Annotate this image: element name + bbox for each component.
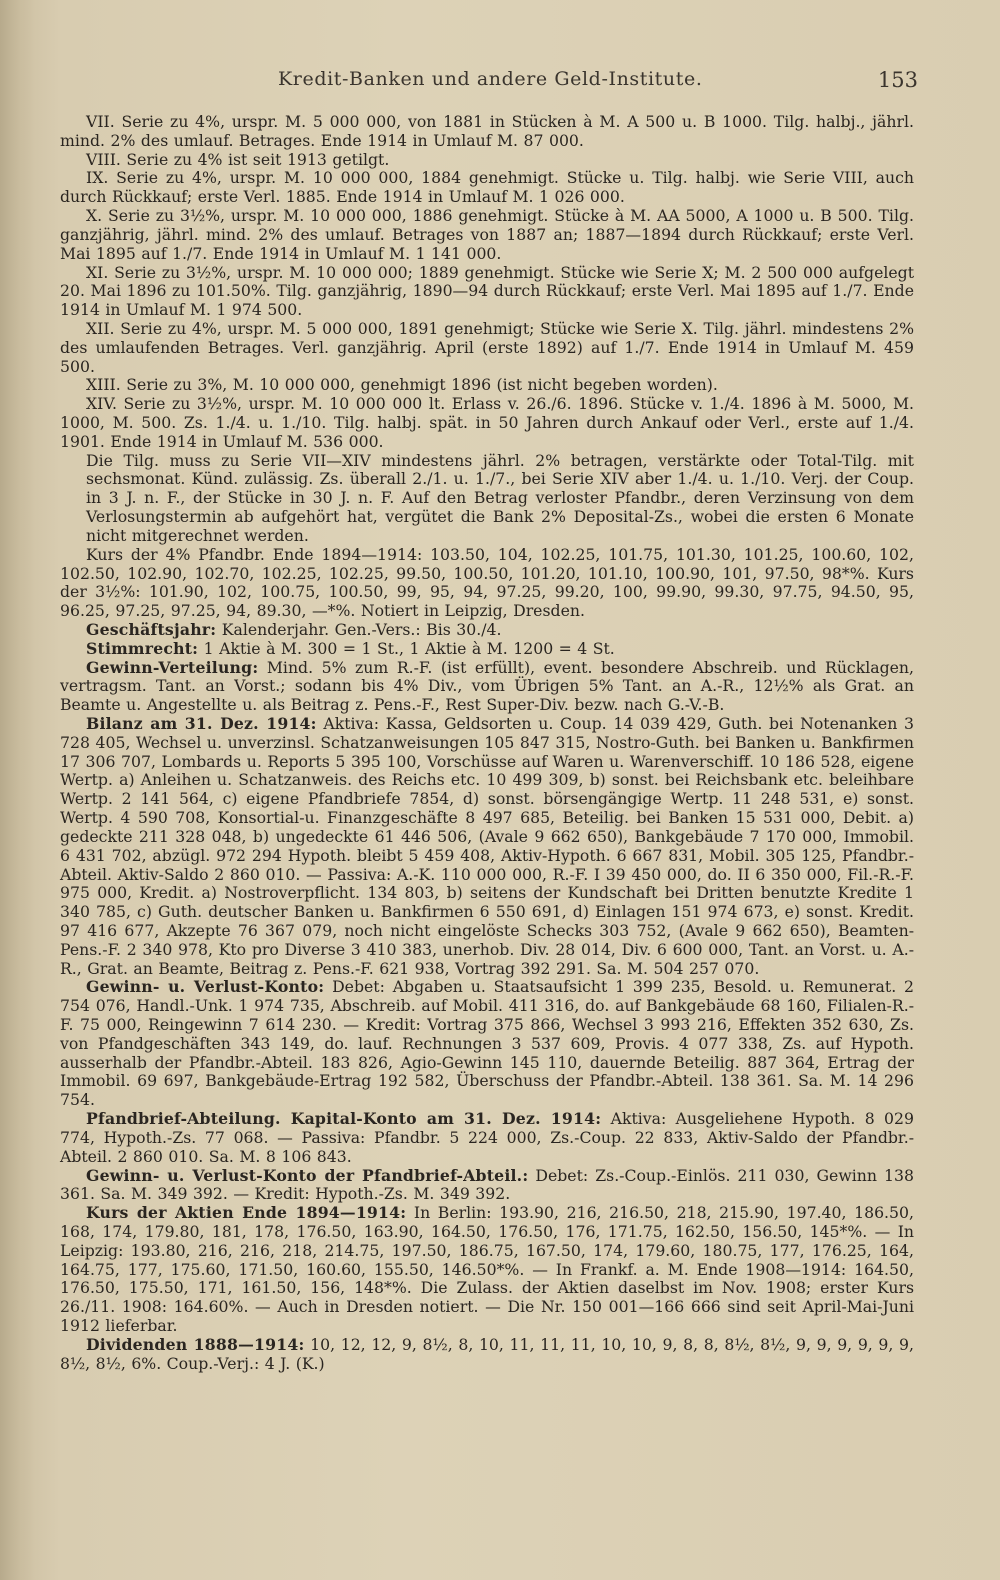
body-text <box>60 113 914 1373</box>
paragraph <box>60 1204 914 1336</box>
section-heading: Gewinn- u. Verlust-Konto der Pfandbrief-Abteil.: <box>86 1165 529 1185</box>
paragraph-text: IX. Serie zu 4%, urspr. M. 10 000 000, 1884 genehmigt. Stücke u. Tilg. halbj. wie Serie VIII, auch durch Rückkauf; erste Verl. 1885. Ende 1914 in Umlauf M. 1 026 000. <box>60 168 914 207</box>
paragraph-text: Aktiva: Ausgeliehene Hypoth. 8 029 774, Hypoth.-Zs. 77 068. — Passiva: Pfandbr. 5 224 000, Zs.-Coup. 22 833, Aktiv-Saldo der Pfandbr.-Abteil. 2 860 010. Sa. M. 8 106 843. <box>60 1109 914 1166</box>
page-header <box>0 68 1000 102</box>
section-heading: Stimmrecht: <box>86 638 199 658</box>
paragraph <box>60 640 914 659</box>
section-heading: Pfandbrief-Abteilung. Kapital-Konto am 31. Dez. 1914: <box>86 1109 602 1129</box>
paragraph <box>60 1336 914 1374</box>
paragraph-text: In Berlin: 193.90, 216, 216.50, 218, 215.90, 197.40, 186.50, 168, 174, 179.80, 181, 178, 176.50, 163.90, 164.50, 176.50, 176, 171.75, 162.50, 156.50, 145*%. — In Leipzig: 193.80, 216, 216, 218, 214.75, 197.50, 186.75, 167.50, 174, 179.60, 180.75, 177, 176.25, 164, 164.75, 177, 175.60, 171.50, 160.60, 155.50, 146.50*%. — In Frankf. a. M. Ende 1908—1914: 164.50, 176.50, 175.50, 171, 161.50, 156, 148*%. Die Zulass. der Aktien daselbst im Nov. 1908; erster Kurs 26./11. 1908: 164.60%. — Auch in Dresden notiert. — Die Nr. 150 001—166 666 sind seit April-Mai-Juni 1912 lieferbar. <box>60 1203 914 1335</box>
paragraph <box>60 1167 914 1205</box>
paragraph <box>60 151 914 170</box>
section-heading: Kurs der Aktien Ende 1894—1914: <box>86 1203 407 1223</box>
paragraph <box>60 169 914 207</box>
section-heading: Gewinn- u. Verlust-Konto: <box>86 977 325 997</box>
paragraph-text: XII. Serie zu 4%, urspr. M. 5 000 000, 1891 genehmigt; Stücke wie Serie X. Tilg. jährl. mindestens 2% des umlaufenden Betrages. Verl. ganzjährig. April (erste 1892) auf 1./7. Ende 1914 in Umlauf M. 459 500. <box>60 318 914 376</box>
paragraph-text: 1 Aktie à M. 300 = 1 St., 1 Aktie à M. 1200 = 4 St. <box>198 638 615 658</box>
paragraph-text: XIV. Serie zu 3½%, urspr. M. 10 000 000 lt. Erlass v. 26./6. 1896. Stücke v. 1./4. 1896 à M. 5000, M. 1000, M. 500. Zs. 1./4. u. 1./10. Tilg. halbj. spät. in 50 Jahren durch Ankauf oder Verl., erste auf 1./4. 1901. Ende 1914 in Umlauf M. 536 000. <box>60 394 914 451</box>
paragraph <box>60 1110 914 1166</box>
section-heading: Dividenden 1888—1914: <box>86 1334 305 1354</box>
paragraph <box>60 395 914 451</box>
paragraph <box>60 452 914 546</box>
paragraph-text: Debet: Zs.-Coup.-Einlös. 211 030, Gewinn 138 361. Sa. M. 349 392. — Kredit: Hypoth.-Zs. M. 349 392. <box>60 1165 914 1204</box>
paragraph-text: X. Serie zu 3½%, urspr. M. 10 000 000, 1886 genehmigt. Stücke à M. AA 5000, A 1000 u. B 500. Tilg. ganzjährig, jährl. mind. 2% des umlauf. Betrages von 1887 an; 1887—1894 durch Rückkauf; erste Verl. Mai 1895 auf 1./7. Ende 1914 in Umlauf M. 1 141 000. <box>60 206 914 263</box>
paragraph-text: Mind. 5% zum R.-F. (ist erfüllt), event. besondere Abschreib. und Rücklagen, vertragsm. Tant. an Vorst.; sodann bis 4% Div., vom Übrigen 5% Tant. an A.-R., 12½% als Grat. an Beamte u. Angestellte u. als Beitrag z. Pens.-F., Rest Super-Div. bezw. nach G.-V.-B. <box>60 657 914 715</box>
paragraph <box>60 320 914 376</box>
paragraph-text: Kalenderjahr. Gen.-Vers.: Bis 30./4. <box>216 619 502 639</box>
paragraph-text: Kurs der 4% Pfandbr. Ende 1894—1914: 103.50, 104, 102.25, 101.75, 101.30, 101.25, 100.60, 102, 102.50, 102.90, 102.70, 102.25, 102.25, 99.50, 100.50, 101.20, 101.10, 100.90, 101, 97.50, 98*%. Kurs der 3½%: 101.90, 102, 100.75, 100.50, 99, 95, 94, 97.25, 99.20, 100, 99.90, 99.30, 97.75, 94.50, 95, 96.25, 97.25, 97.25, 94, 89.30, —*%. Notiert in Leipzig, Dresden. <box>60 544 914 621</box>
paragraph <box>60 264 914 320</box>
paragraph-text: VII. Serie zu 4%, urspr. M. 5 000 000, von 1881 in Stücken à M. A 500 u. B 1000. Tilg. halbj., jährl. mind. 2% des umlauf. Betrages. Ende 1914 in Umlauf M. 87 000. <box>60 112 914 150</box>
paragraph <box>60 715 914 978</box>
paragraph <box>60 207 914 263</box>
section-heading: Gewinn-Verteilung: <box>86 657 259 677</box>
paragraph-text: Die Tilg. muss zu Serie VII—XIV mindestens jährl. 2% betragen, verstärkte oder Total-Tilg. mit sechsmonat. Künd. zulässig. Zs. überall 2./1. u. 1./7., bei Serie XIV aber 1./4. u. 1./10. Verj. der Coup. in 3 J. n. F., der Stücke in 30 J. n. F. Auf den Betrag verloster Pfandbr., deren Verzinsung von dem Verlosungstermin ab aufgehört hat, vergütet die Bank 2% Deposital-Zs., wobei die ersten 6 Monate nicht mitgerechnet werden. <box>86 450 914 545</box>
running-head: Kredit-Banken und andere Geld-Institute. <box>278 68 703 90</box>
paragraph <box>60 659 914 715</box>
paragraph <box>60 621 914 640</box>
paragraph-text: XIII. Serie zu 3%, M. 10 000 000, genehmigt 1896 (ist nicht begeben worden). <box>86 375 718 395</box>
paragraph-text: VIII. Serie zu 4% ist seit 1913 getilgt. <box>86 149 390 169</box>
page-number: 153 <box>877 68 918 92</box>
paragraph-text: Debet: Abgaben u. Staatsaufsicht 1 399 235, Besold. u. Remunerat. 2 754 076, Handl.-Unk. 1 974 735, Abschreib. auf Mobil. 411 316, do. auf Bankgebäude 68 160, Filialen-R.-F. 75 000, Reingewinn 7 614 230. — Kredit: Vortrag 375 866, Wechsel 3 993 216, Effekten 352 630, Zs. von Pfandgeschäften 343 149, do. lauf. Rechnungen 3 537 609, Provis. 4 077 338, Zs. auf Hypoth. ausserhalb der Pfandbr.-Abteil. 183 826, Agio-Gewinn 145 110, dauernde Beteilig. 887 364, Ertrag der Immobil. 69 697, Bankgebäude-Ertrag 192 582, Überschuss der Pfandbr.-Abteil. 138 361. Sa. M. 14 296 754. <box>60 977 915 1110</box>
paragraph <box>60 978 914 1110</box>
paragraph <box>60 376 914 395</box>
paragraph <box>60 113 914 151</box>
paragraph-text: XI. Serie zu 3½%, urspr. M. 10 000 000; 1889 genehmigt. Stücke wie Serie X; M. 2 500 000 aufgelegt 20. Mai 1896 zu 101.50%. Tilg. ganzjährig, 1890—94 durch Rückkauf; erste Verl. Mai 1895 auf 1./7. Ende 1914 in Umlauf M. 1 974 500. <box>60 262 914 320</box>
paragraph-text: 10, 12, 12, 9, 8½, 8, 10, 11, 11, 11, 10, 10, 9, 8, 8, 8½, 8½, 9, 9, 9, 9, 9, 9, 8½, 8½, 6%. Coup.-Verj.: 4 J. (K.) <box>60 1334 915 1373</box>
paragraph <box>60 546 914 621</box>
binding-shadow <box>0 0 34 1580</box>
section-heading: Bilanz am 31. Dez. 1914: <box>86 714 317 733</box>
section-heading: Geschäftsjahr: <box>86 619 217 639</box>
paragraph-text: Aktiva: Kassa, Geldsorten u. Coup. 14 039 429, Guth. bei Notenanken 3 728 405, Wechsel u. unverzinsl. Schatzanweisungen 105 847 315, Nostro-Guth. bei Banken u. Bankfirmen 17 306 707, Lombards u. Reports 5 395 100, Vorschüsse auf Waren u. Warenverschiff. 10 186 528, eigene Wertp. a) Anleihen u. Schatzanweis. des Reichs etc. 10 499 309, b) sonst. bei Reichsbank etc. beleihbare Wertp. 2 141 564, c) eigene Pfandbriefe 7854, d) sonst. börsengängige Wertp. 11 248 531, e) sonst. Wertp. 4 590 708, Konsortial-u. Finanzgeschäfte 8 497 685, Beteilig. bei Banken 15 531 000, Debit. a) gedeckte 211 328 048, b) ungedeckte 61 446 506, (Avale 9 662 650), Bankgebäude 7 170 000, Immobil. 6 431 702, abzügl. 972 294 Hypoth. bleibt 5 459 408, Aktiv-Hypoth. 6 667 831, Mobil. 305 125, Pfandbr.-Abteil. Aktiv-Saldo 2 860 010. — Passiva: A.-K. 110 000 000, R.-F. I 39 450 000, do. II 6 350 000, Fil.-R.-F. 975 000, Kredit. a) Nostroverpflicht. 134 803, b) seitens der Kundschaft bei Dritten benutzte Kredite 1 340 785, c) Guth. deutscher Banken u. Bankfirmen 6 550 691, d) Einlagen 151 974 673, e) sonst. Kredit. 97 416 677, Akzepte 76 367 079, noch nicht eingelöste Schecks 303 752, (Avale 9 662 650), Beamten-Pens.-F. 2 340 978, Kto pro Diverse 3 410 383, unerhob. Div. 28 014, Div. 6 600 000, Tant. an Vorst. u. A.-R., Grat. an Beamte, Beitrag z. Pens.-F. 621 938, Vortrag 392 291. Sa. M. 504 257 070. <box>60 714 914 978</box>
